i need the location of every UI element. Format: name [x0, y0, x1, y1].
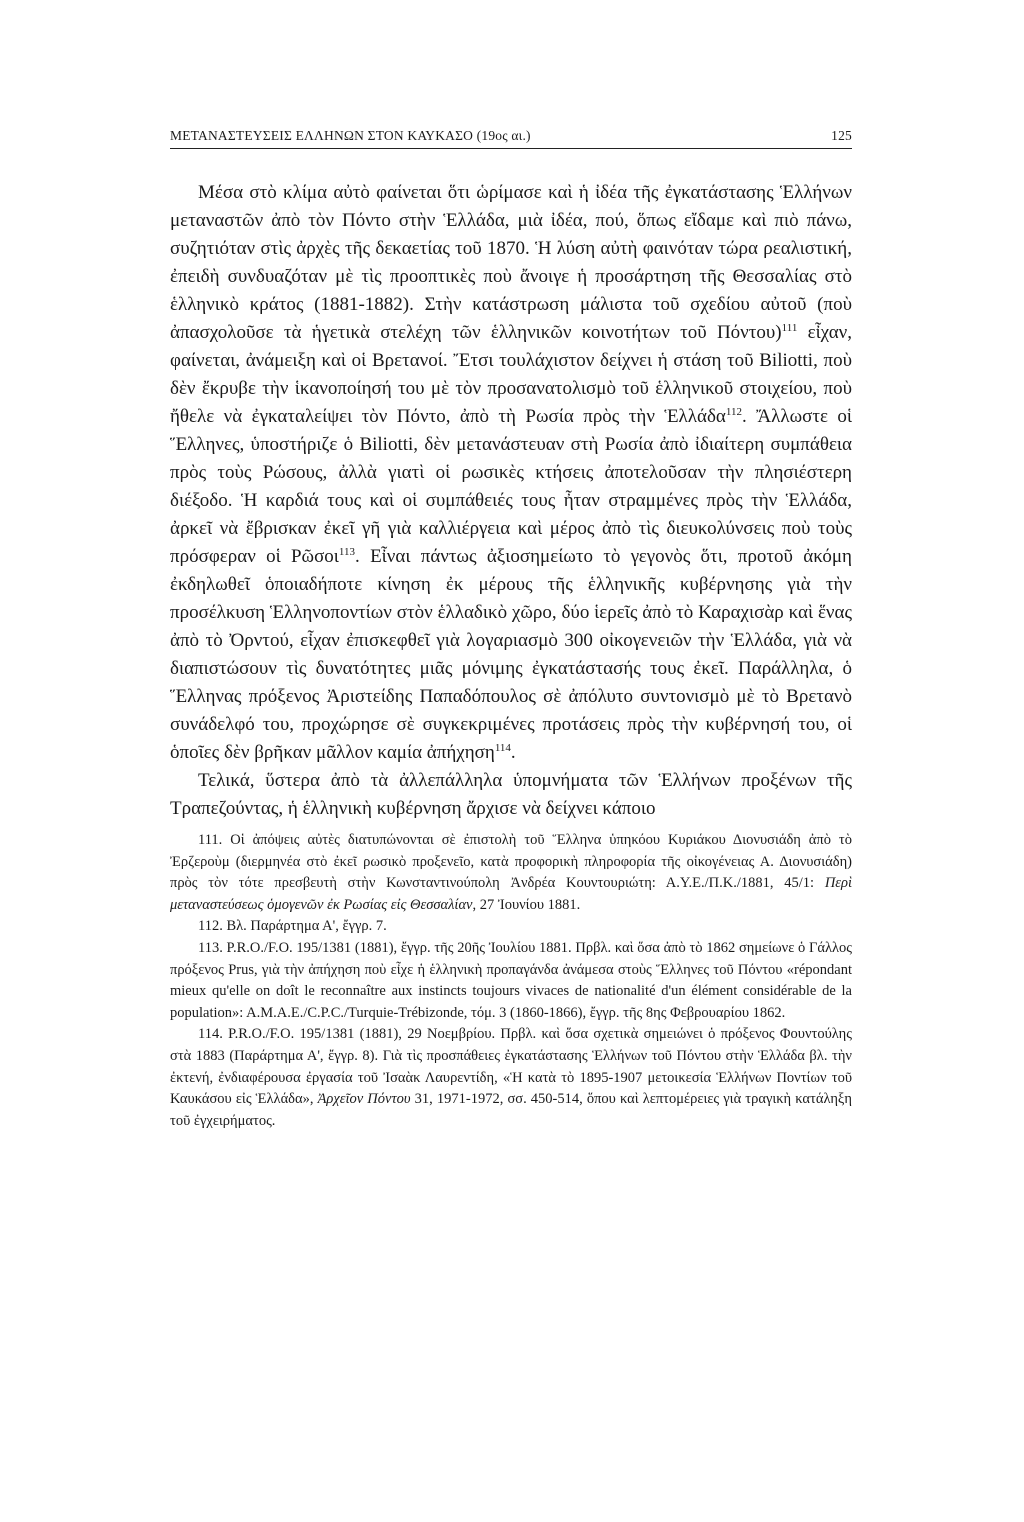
footnote-111: [170, 830, 852, 916]
paragraph-1-text-c: . Ἄλλωστε οἱ Ἕλληνες, ὑποστήριζε ὁ Biliotti, δὲν μετανάστευαν στὴ Ρωσία ἀπὸ ἰδιαίτερη συμπάθεια πρὸς τοὺς Ρώσους, ἀλλὰ γιατὶ οἱ ρωσικὲς κτήσεις ἀποτελοῦσαν τὴν πλησιέστερη διέξοδο. Ἡ καρδιά τους καὶ οἱ συμπάθειές τους ἦταν στραμμένες πρὸς τὴν Ἑλλάδα, ἀρκεῖ νὰ ἔβρισκαν ἐκεῖ γῆ γιὰ καλλιέργεια καὶ μέρος ἀπὸ τὶς διευκολύνσεις ποὺ τοὺς πρόσφεραν οἱ Ρῶσοι: [170, 406, 852, 567]
footnote-114-journal: Ἀρχεῖον Πόντου: [317, 1091, 411, 1108]
footnote-ref-113[interactable]: 113: [338, 546, 356, 558]
footnote-111-text-b: , 27 Ἰουνίου 1881.: [472, 896, 581, 913]
footnote-114: [170, 1024, 852, 1132]
paragraph-1: [170, 179, 852, 767]
running-header: [170, 122, 852, 149]
page-number: 125: [831, 128, 852, 143]
footnote-112: 112. Βλ. Παράρτημα Α', ἔγγρ. 7.: [198, 918, 387, 935]
paragraph-2: Τελικά, ὕστερα ἀπὸ τὰ ἀλλεπάλληλα ὑπομνήματα τῶν Ἑλλήνων προξένων τῆς Τραπεζούντας, ἡ ἑλληνικὴ κυβέρνηση ἄρχισε νὰ δείχνει κάποιο: [170, 770, 852, 819]
footnote-114-text-a: 114. P.R.O./F.O. 195/1381 (1881), 29 Νοεμβρίου. Πρβλ. καὶ ὅσα σχετικὰ σημειώνει ὁ πρόξενος Φουντούλης στὰ 1883 (Παράρτημα Α', ἔγγρ. 8). Γιὰ τὶς προσπάθειες ἐγκατάστασης Ἑλλήνων τοῦ Πόντου στὴν Ἑλλάδα βλ. τὴν ἐκτενή, ἐνδιαφέρουσα ἐργασία τοῦ Ἰσαὰκ Λαυρεντίδη, «Ἡ κατὰ τὸ 1895-1907 μετοικεσία Ἑλλήνων Ποντίων τοῦ Καυκάσου εἰς Ἑλλάδα»,: [170, 1026, 852, 1108]
paragraph-1-text-d: . Εἶναι πάντως ἀξιοσημείωτο τὸ γεγονὸς ὅτι, προτοῦ ἀκόμη ἐκδηλωθεῖ ὁποιαδήποτε κίνηση ἐκ μέρους τῆς ἑλληνικῆς κυβέρνησης γιὰ τὴν προσέλκυση Ἑλληνοποντίων στὸν ἑλλαδικὸ χῶρο, δύο ἱερεῖς ἀπὸ τὸ Καραχισὰρ καὶ ἕνας ἀπὸ τὸ Ὀρντού, εἶχαν ἐπισκεφθεῖ γιὰ λογαριασμὸ 300 οἰκογενειῶν τὴν Ἑλλάδα, γιὰ νὰ διαπιστώσουν τὶς δυνατότητες μιᾶς μόνιμης ἐγκατάστασής τους ἐκεῖ. Παράλληλα, ὁ Ἕλληνας πρόξενος Ἀριστείδης Παπαδόπουλος σὲ ἀπόλυτο συντονισμὸ μὲ τὸ Βρετανὸ συνάδελφό του, προχώρησε σὲ συγκεκριμένες προτάσεις πρὸς τὴν κυβέρνησή του, οἱ ὁποῖες δὲν βρῆκαν μᾶλλον καμία ἀπήχηση: [170, 546, 852, 763]
book-page: [170, 122, 852, 1129]
paragraph-1-text-a: Μέσα στὸ κλίμα αὐτὸ φαίνεται ὅτι ὡρίμασε καὶ ἡ ἰδέα τῆς ἐγκατάστασης Ἑλλήνων μεταναστῶν ἀπὸ τὸν Πόντο στὴν Ἑλλάδα, μιὰ ἰδέα, πού, ὅπως εἴδαμε καὶ πιὸ πάνω, συζητιόταν στὶς ἀρχὲς τῆς δεκαετίας τοῦ 1870. Ἡ λύση αὐτὴ φαινόταν τώρα ρεαλιστική, ἐπειδὴ συνδυαζόταν μὲ τὶς προοπτικὲς ποὺ ἄνοιγε ἡ προσάρτηση τῆς Θεσσαλίας στὸ ἑλληνικὸ κράτος (1881-1882). Στὴν κατάστρωση μάλιστα τοῦ σχεδίου αὐτοῦ (ποὺ ἀπασχολοῦσε τὰ ἡγετικὰ στελέχη τῶν ἑλληνικῶν κοινοτήτων τοῦ Πόντου): [170, 182, 852, 343]
footnote-113: 113. P.R.O./F.O. 195/1381 (1881), ἔγγρ. τῆς 20ῆς Ἰουλίου 1881. Πρβλ. καὶ ὅσα ἀπὸ τὸ 1862 σημείωνε ὁ Γάλλος πρόξενος Prus, γιὰ τὴν ἀπήχηση ποὺ εἶχε ἡ ἑλληνικὴ προπαγάνδα ἀνάμεσα στοὺς Ἕλληνες τοῦ Πόντου «répondant mieux qu'elle on doît le reconnaître aux instincts toujours vivaces de nationalité d'un élément considérable de la population»: A.M.A.E./C.P.C./Turquie-Trébizonde, τόμ. 3 (1860-1866), ἔγγρ. τῆς 8ης Φεβρουαρίου 1862.: [170, 939, 852, 1021]
main-text: [170, 179, 852, 823]
footnote-ref-112[interactable]: 112: [725, 406, 742, 418]
footnote-111-title: Περὶ μεταναστεύσεως ὁμογενῶν ἐκ Ρωσίας εἰς Θεσσαλίαν: [170, 875, 852, 913]
footnote-ref-111[interactable]: 111: [781, 322, 798, 334]
footnotes: [170, 830, 852, 1132]
footnote-111-text-a: 111. Οἱ ἀπόψεις αὐτὲς διατυπώνονται σὲ ἐπιστολὴ τοῦ Ἕλληνα ὑπηκόου Κυριάκου Διονυσιάδη ἀπὸ τὸ Ἐρζεροὺμ (διερμηνέα στὸ ἐκεῖ ρωσικὸ προξενεῖο, κατὰ προφορικὴ πληροφορία τῆς οἰκογένειας Α. Διονυσιάδη) πρὸς τὸν τότε πρεσβευτὴ στὴν Κωνσταντινούπολη Ἀνδρέα Κουντουριώτη: Α.Υ.Ε./Π.Κ./1881, 45/1:: [170, 832, 852, 892]
running-title: ΜΕΤΑΝΑΣΤΕΥΣΕΙΣ ΕΛΛΗΝΩΝ ΣΤΟΝ ΚΑΥΚΑΣΟ (19ος αι.): [170, 128, 531, 143]
paragraph-1-text-e: .: [510, 742, 516, 763]
footnote-ref-114[interactable]: 114: [494, 742, 511, 754]
paragraph-1-text-b: εἶχαν, φαίνεται, ἀνάμειξη καὶ οἱ Βρετανοί. Ἔτσι τουλάχιστον δείχνει ἡ στάση τοῦ Biliotti, ποὺ δὲν ἔκρυβε τὴν ἱκανοποίησή του μὲ τὸν προσανατολισμὸ τοῦ ἑλληνικοῦ στοιχείου, ποὺ ἤθελε νὰ ἐγκαταλείψει τὸν Πόντο, ἀπὸ τὴ Ρωσία πρὸς τὴν Ἑλλάδα: [170, 322, 852, 427]
footnote-114-text-b: 31, 1971-1972, σσ. 450-514, ὅπου καὶ λεπτομέρειες γιὰ τραγικὴ κατάληξη τοῦ ἐγχειρήματος.: [170, 1091, 852, 1129]
